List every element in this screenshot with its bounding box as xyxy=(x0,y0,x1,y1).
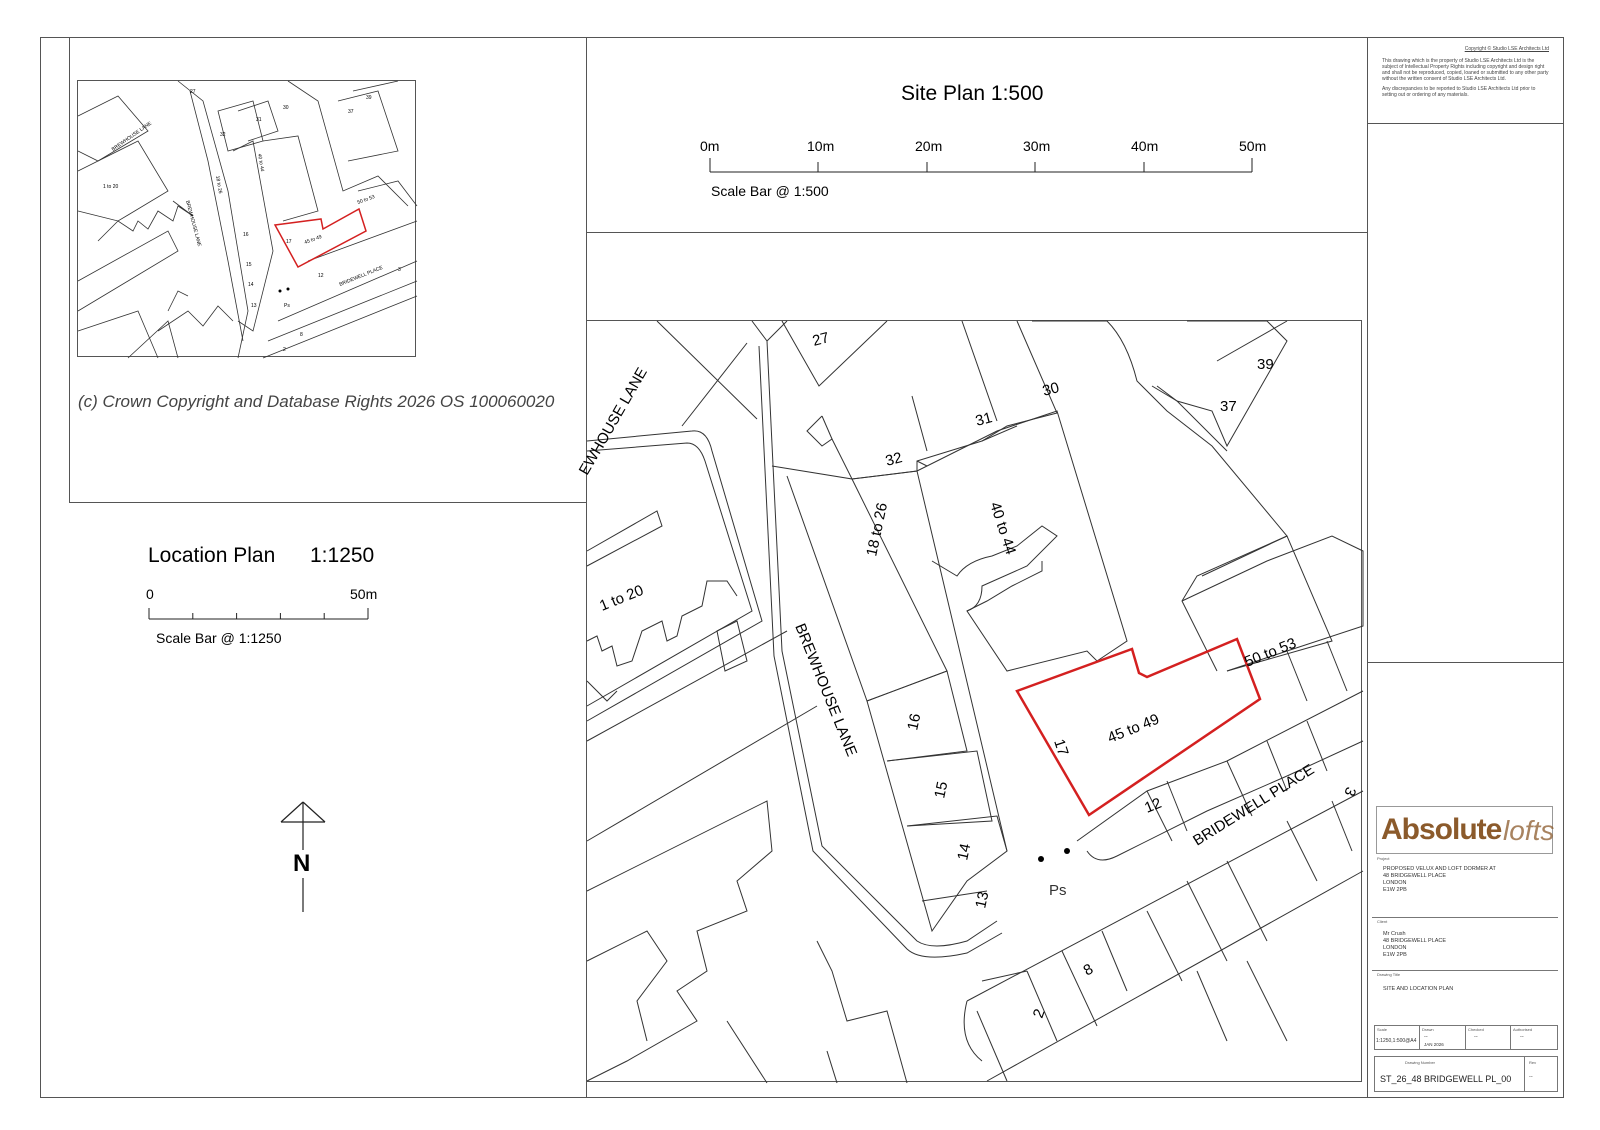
location-scale-start: 0 xyxy=(146,586,154,602)
site-scale-tick-30: 30m xyxy=(1023,138,1051,154)
site-map-drawing xyxy=(575,321,1363,1083)
site-label-37: 37 xyxy=(1220,398,1237,415)
checked-value: -- xyxy=(1474,1034,1478,1040)
copyright-note-heading: Copyright © Studio LSE Architects Ltd xyxy=(1464,46,1549,52)
site-label-1-20: 1 to 20 xyxy=(597,581,647,615)
site-label-27: 27 xyxy=(810,329,832,350)
title-block-rule-1 xyxy=(1372,917,1558,918)
site-scale-bar xyxy=(709,156,1254,174)
rev-value: -- xyxy=(1529,1074,1533,1080)
site-label-39: 39 xyxy=(1257,356,1274,373)
site-label-30: 30 xyxy=(1040,379,1062,400)
brand-logo-sub: lofts xyxy=(1503,815,1555,846)
site-scale-tick-20: 20m xyxy=(915,138,943,154)
site-label-45-49: 45 to 49 xyxy=(1105,710,1162,747)
site-label-2: 2 xyxy=(1029,1006,1049,1021)
site-label-14: 14 xyxy=(954,841,975,862)
loc-label-ps: Ps xyxy=(284,303,290,309)
site-label-3: 3 xyxy=(1340,784,1360,799)
authorised-label: Authorised xyxy=(1513,1027,1533,1032)
loc-label-30: 30 xyxy=(283,105,289,111)
drawn-date: JAN 2026 xyxy=(1424,1042,1444,1047)
client-line-2: 48 BRIDGEWELL PLACE xyxy=(1383,938,1447,944)
site-scale-caption: Scale Bar @ 1:500 xyxy=(711,183,829,199)
drawing-number: ST_26_48 BRIDGEWELL PL_00 xyxy=(1380,1074,1512,1084)
loc-label-39: 39 xyxy=(366,95,372,101)
loc-label-40-44: 40 to 44 xyxy=(256,153,266,173)
scale-value: 1:1250,1:500@A4 xyxy=(1376,1038,1417,1044)
meta-grid-div-3 xyxy=(1510,1025,1511,1050)
client-line-3: LONDON xyxy=(1383,945,1407,951)
site-scale-tick-50: 50m xyxy=(1239,138,1267,154)
drawn-value: -- xyxy=(1424,1034,1428,1040)
loc-label-8: 8 xyxy=(300,332,303,338)
copyright-note-body: This drawing which is the property of Studio LSE Architects Ltd is the subject of Intellectual Property Rights including copyright and design right and shall not be reproduced, copied, loaned or submitted to any other party without the written consent of Studio LSE Architects Ltd. xyxy=(1382,58,1549,82)
site-label-15: 15 xyxy=(931,779,952,800)
drawing-number-rev-divider xyxy=(1524,1056,1525,1092)
loc-label-27: 27 xyxy=(190,89,196,95)
client-line-4: E1W 2PB xyxy=(1383,952,1407,958)
loc-label-brewhouse-lane-1: BREWHOUSE LANE xyxy=(110,120,153,153)
loc-label-2: 2 xyxy=(283,347,286,353)
loc-label-13: 13 xyxy=(251,303,257,309)
location-copyright: (c) Crown Copyright and Database Rights 2026 OS 100060020 xyxy=(78,392,555,411)
site-label-50-53: 50 to 53 xyxy=(1242,634,1299,671)
site-label-17: 17 xyxy=(1050,736,1072,759)
site-label-12: 12 xyxy=(1142,794,1164,817)
location-scale-end: 50m xyxy=(350,586,378,602)
site-label-18-26: 18 to 26 xyxy=(863,501,892,558)
loc-label-14: 14 xyxy=(248,282,254,288)
loc-label-brewhouse-lane-2: BREWHOUSE LANE xyxy=(184,199,203,248)
loc-label-12: 12 xyxy=(318,273,324,279)
site-label-32: 32 xyxy=(883,449,905,470)
loc-label-50-53: 50 to 53 xyxy=(356,194,376,206)
site-label-13: 13 xyxy=(972,889,993,910)
loc-label-15: 15 xyxy=(246,262,252,268)
site-plan-title: Site Plan 1:500 xyxy=(901,82,1044,105)
location-scale-bar xyxy=(148,606,370,622)
loc-label-1-20: 1 to 20 xyxy=(103,184,119,190)
brand-logo-main: Absolute xyxy=(1381,813,1502,846)
drawing-title: SITE AND LOCATION PLAN xyxy=(1383,986,1454,992)
drawing-title-label: Drawing Title xyxy=(1377,972,1401,977)
site-label-40-44: 40 to 44 xyxy=(986,499,1020,557)
checked-label: Checked xyxy=(1468,1027,1484,1032)
loc-label-45-49: 45 to 49 xyxy=(303,234,323,246)
loc-label-17: 17 xyxy=(286,239,292,245)
client-line-1: Mr Crush xyxy=(1383,931,1406,937)
location-map-drawing xyxy=(78,81,417,358)
site-scale-tick-10: 10m xyxy=(807,138,835,154)
project-line-2: 48 BRIDGEWELL PLACE xyxy=(1383,873,1447,879)
site-label-16: 16 xyxy=(904,711,925,732)
site-label-8: 8 xyxy=(1080,960,1097,980)
site-scale-ticks xyxy=(700,138,1270,158)
site-scale-tick-0: 0m xyxy=(700,138,720,154)
location-map xyxy=(77,80,416,357)
copyright-note-box xyxy=(1367,37,1564,124)
loc-label-37: 37 xyxy=(348,109,354,115)
meta-grid-div-1 xyxy=(1419,1025,1420,1050)
loc-label-31: 31 xyxy=(256,117,262,123)
site-scale-tick-40: 40m xyxy=(1131,138,1159,154)
title-block-rule-2 xyxy=(1372,970,1558,971)
authorised-value: -- xyxy=(1520,1034,1524,1040)
client-label: Client xyxy=(1377,919,1388,924)
rev-label: Rev xyxy=(1529,1060,1537,1065)
scale-label: Scale xyxy=(1377,1027,1388,1032)
loc-label-bridewell-place: BRIDEWELL PLACE xyxy=(338,264,384,288)
project-label: Project xyxy=(1377,856,1390,861)
loc-label-16: 16 xyxy=(243,232,249,238)
location-plan-title: Location Plan xyxy=(148,544,276,567)
north-arrow-label: N xyxy=(293,850,311,877)
loc-label-32: 32 xyxy=(220,132,226,138)
project-line-3: LONDON xyxy=(1383,880,1407,886)
site-label-ps: Ps xyxy=(1049,882,1067,899)
brand-logo xyxy=(1376,806,1553,854)
site-map xyxy=(575,320,1362,1082)
drawn-label: Drawn xyxy=(1422,1027,1434,1032)
location-plan-scale: 1:1250 xyxy=(310,544,375,567)
site-label-bridewell-place: BRIDEWELL PLACE xyxy=(1190,761,1318,850)
location-scale-caption: Scale Bar @ 1:1250 xyxy=(156,630,282,646)
project-line-4: E1W 2PB xyxy=(1383,887,1407,893)
loc-label-18-26: 18 to 26 xyxy=(214,175,224,195)
drawing-number-label: Drawing Number xyxy=(1405,1060,1436,1065)
copyright-note-body2: Any discrepancies to be reported to Studio LSE Architects Ltd prior to setting out or ordering of any materials. xyxy=(1382,86,1536,98)
meta-grid-div-2 xyxy=(1465,1025,1466,1050)
site-label-31: 31 xyxy=(973,409,995,430)
site-label-brewhouse-lane-cut: EWHOUSE LANE xyxy=(575,364,651,478)
site-label-brewhouse-lane: BREWHOUSE LANE xyxy=(791,621,861,759)
project-line-1: PROPOSED VELUX AND LOFT DORMER AT xyxy=(1383,866,1496,872)
loc-label-3: 3 xyxy=(398,267,401,273)
right-column-divider xyxy=(1367,37,1368,1098)
